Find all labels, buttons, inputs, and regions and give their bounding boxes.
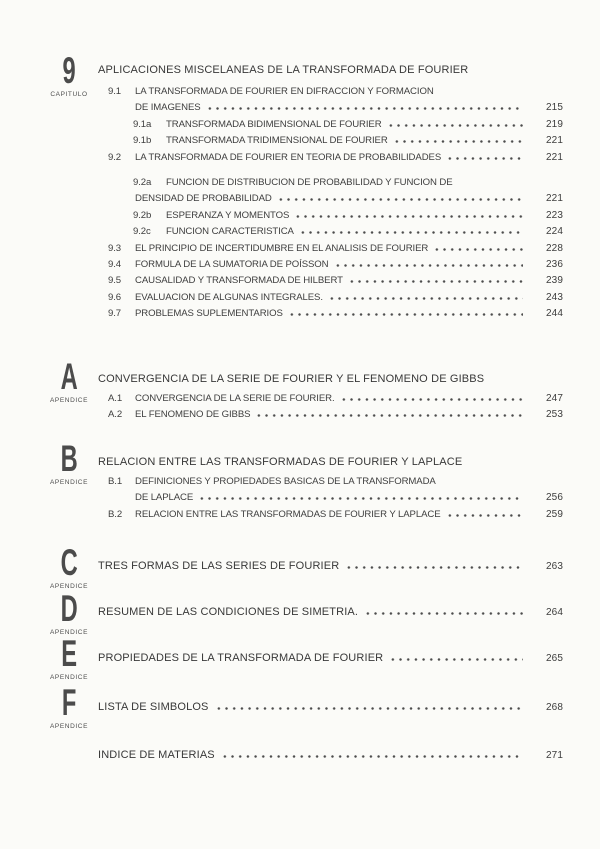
entry-number: A.2 bbox=[108, 409, 123, 421]
dot-leader bbox=[255, 414, 523, 417]
dot-leader bbox=[288, 313, 523, 316]
page-number: 236 bbox=[546, 258, 563, 270]
appendix-d-title-row bbox=[98, 602, 563, 623]
page-number: 221 bbox=[546, 135, 563, 147]
page-number: 253 bbox=[546, 409, 563, 421]
dot-leader bbox=[446, 514, 523, 517]
page-number: 271 bbox=[546, 750, 563, 761]
toc-entry bbox=[98, 84, 563, 100]
chapter-label: CAPITULO bbox=[50, 91, 88, 98]
entry-title: FORMULA DE LA SUMATORIA DE POÍSSON bbox=[135, 258, 329, 270]
appendix-letter: D bbox=[60, 588, 78, 629]
entry-title: EL FENOMENO DE GIBBS bbox=[135, 409, 251, 421]
subject-index-title: INDICE DE MATERIAS bbox=[98, 749, 215, 761]
toc-entry bbox=[98, 133, 563, 149]
toc-entry bbox=[98, 407, 563, 423]
entry-title: FUNCION DE DISTRIBUCION DE PROBABILIDAD Y FUNCION DE bbox=[166, 176, 453, 188]
page-number: 223 bbox=[546, 209, 563, 221]
entry-title: FUNCION CARACTERISTICA bbox=[166, 226, 294, 238]
page-number: 221 bbox=[546, 193, 563, 205]
dot-leader bbox=[393, 140, 523, 143]
toc-entry-continuation bbox=[98, 191, 563, 207]
entry-title: EL PRINCIPIO DE INCERTIDUMBRE EN EL ANALISIS DE FOURIER bbox=[135, 242, 429, 254]
toc-entry bbox=[98, 306, 563, 322]
appendix-letter: A bbox=[60, 356, 78, 397]
entry-number: A.1 bbox=[108, 393, 123, 404]
page-number: 219 bbox=[546, 118, 563, 130]
appendix-label: APENDICE bbox=[49, 629, 89, 636]
entry-title: PROBLEMAS SUPLEMENTARIOS bbox=[135, 308, 283, 320]
entry-number: B.2 bbox=[108, 508, 123, 520]
entry-title: ESPERANZA Y MOMENTOS bbox=[166, 209, 290, 221]
entry-number: 9.1 bbox=[108, 86, 122, 97]
dot-leader bbox=[433, 248, 523, 251]
entry-title: DE LAPLACE bbox=[135, 492, 194, 504]
appendix-b-marker bbox=[40, 438, 98, 486]
appendix-a-title: CONVERGENCIA DE LA SERIE DE FOURIER Y EL FENOMENO DE GIBBS bbox=[98, 373, 485, 385]
appendix-title: LISTA DE SIMBOLOS bbox=[98, 701, 209, 713]
appendix-f-title-row bbox=[98, 697, 563, 718]
toc-entry bbox=[98, 117, 563, 133]
appendix-d-marker bbox=[40, 588, 98, 636]
page-number: 268 bbox=[546, 702, 563, 713]
dot-leader bbox=[348, 280, 523, 283]
entry-number: 9.5 bbox=[108, 275, 122, 287]
dot-leader bbox=[277, 198, 523, 201]
toc-entry bbox=[98, 391, 563, 407]
appendix-f-marker bbox=[40, 682, 98, 730]
entry-number: 9.6 bbox=[108, 291, 122, 303]
entry-title: CAUSALIDAD Y TRANSFORMADA DE HILBERT bbox=[135, 275, 343, 287]
entry-number: 9.2c bbox=[133, 226, 151, 238]
entry-number: 9.1a bbox=[133, 118, 152, 130]
page-number: 244 bbox=[546, 308, 563, 320]
appendix-label: APENDICE bbox=[49, 723, 89, 730]
appendix-letter: B bbox=[60, 438, 78, 479]
page-number: 256 bbox=[546, 492, 563, 504]
subject-index-row bbox=[98, 745, 563, 766]
appendix-title: PROPIEDADES DE LA TRANSFORMADA DE FOURIER bbox=[98, 652, 384, 664]
appendix-b-title: RELACION ENTRE LAS TRANSFORMADAS DE FOURIER Y LAPLACE bbox=[98, 456, 463, 468]
appendix-label: APENDICE bbox=[49, 397, 89, 404]
chapter-9-marker bbox=[40, 50, 98, 98]
entry-number: B.1 bbox=[108, 476, 123, 487]
toc-entry bbox=[98, 507, 563, 523]
appendix-b-entries bbox=[98, 474, 563, 523]
entry-number: 9.7 bbox=[108, 308, 122, 320]
toc-entry-continuation bbox=[98, 490, 563, 506]
appendix-letter: E bbox=[61, 633, 77, 674]
chapter-number: 9 bbox=[62, 50, 76, 91]
entry-title: CONVERGENCIA DE LA SERIE DE FOURIER. bbox=[135, 393, 335, 404]
entry-number: 9.4 bbox=[108, 258, 122, 270]
dot-leader bbox=[198, 497, 523, 500]
appendix-label: APENDICE bbox=[49, 674, 89, 681]
dot-leader bbox=[389, 658, 523, 661]
page-number: 265 bbox=[546, 653, 563, 664]
entry-title: TRANSFORMADA BIDIMENSIONAL DE FOURIER bbox=[166, 118, 382, 130]
page-number: 243 bbox=[546, 291, 563, 303]
entry-title: TRANSFORMADA TRIDIMENSIONAL DE FOURIER bbox=[166, 135, 388, 147]
toc-entry bbox=[98, 257, 563, 273]
entry-number: 9.2 bbox=[108, 151, 122, 163]
entry-title: DE IMAGENES bbox=[135, 102, 201, 114]
appendix-a-entries bbox=[98, 391, 563, 424]
appendix-title: TRES FORMAS DE LAS SERIES DE FOURIER bbox=[98, 560, 340, 572]
appendix-letter: F bbox=[62, 682, 76, 723]
dot-leader bbox=[340, 398, 523, 401]
appendix-e-title-row bbox=[98, 648, 563, 669]
dot-leader bbox=[345, 566, 523, 569]
page-number: 215 bbox=[546, 102, 563, 114]
dot-leader bbox=[387, 124, 523, 127]
page-number: 264 bbox=[546, 607, 563, 618]
entry-title: LA TRANSFORMADA DE FOURIER EN DIFRACCION Y FORMACION bbox=[135, 86, 434, 97]
appendix-c-marker bbox=[40, 542, 98, 590]
toc-entry bbox=[98, 474, 563, 490]
dot-leader bbox=[294, 215, 523, 218]
dot-leader bbox=[299, 231, 523, 234]
chapter-9-entries bbox=[98, 84, 563, 322]
entry-title: LA TRANSFORMADA DE FOURIER EN TEORIA DE PROBABILIDADES bbox=[135, 151, 442, 163]
toc-entry bbox=[98, 150, 563, 166]
dot-leader bbox=[364, 612, 523, 615]
page-number: 228 bbox=[546, 242, 563, 254]
chapter-9-title: APLICACIONES MISCELANEAS DE LA TRANSFORMADA DE FOURIER bbox=[98, 64, 469, 76]
toc-entry bbox=[98, 208, 563, 224]
toc-entry bbox=[98, 241, 563, 257]
entry-number: 9.2a bbox=[133, 176, 152, 188]
appendix-a-marker bbox=[40, 356, 98, 404]
entry-title: EVALUACION DE ALGUNAS INTEGRALES. bbox=[135, 291, 323, 303]
dot-leader bbox=[328, 297, 523, 300]
entry-number: 9.3 bbox=[108, 242, 122, 254]
entry-number: 9.2b bbox=[133, 209, 152, 221]
appendix-letter: C bbox=[60, 542, 78, 583]
dot-leader bbox=[446, 157, 523, 160]
toc-entry bbox=[98, 224, 563, 240]
toc-entry bbox=[98, 290, 563, 306]
entry-title: DEFINICIONES Y PROPIEDADES BASICAS DE LA TRANSFORMADA bbox=[135, 476, 436, 487]
dot-leader bbox=[334, 264, 524, 267]
page-number: 263 bbox=[546, 561, 563, 572]
toc-entry-continuation bbox=[98, 100, 563, 116]
entry-title: RELACION ENTRE LAS TRANSFORMADAS DE FOURIER Y LAPLACE bbox=[135, 508, 441, 520]
page-number: 221 bbox=[546, 151, 563, 163]
toc-entry bbox=[98, 273, 563, 289]
page-number: 239 bbox=[546, 275, 563, 287]
appendix-e-marker bbox=[40, 633, 98, 681]
dot-leader bbox=[221, 755, 523, 758]
appendix-label: APENDICE bbox=[49, 479, 89, 486]
appendix-title: RESUMEN DE LAS CONDICIONES DE SIMETRIA. bbox=[98, 606, 359, 618]
entry-title: DENSIDAD DE PROBABILIDAD bbox=[135, 193, 272, 205]
entry-number: 9.1b bbox=[133, 135, 152, 147]
dot-leader bbox=[206, 107, 523, 110]
page-number: 224 bbox=[546, 226, 563, 238]
dot-leader bbox=[215, 707, 523, 710]
appendix-c-title-row bbox=[98, 556, 563, 577]
page-number: 247 bbox=[546, 393, 563, 404]
toc-entry bbox=[98, 175, 563, 191]
appendix-label: APENDICE bbox=[49, 583, 89, 590]
page-number: 259 bbox=[546, 508, 563, 520]
